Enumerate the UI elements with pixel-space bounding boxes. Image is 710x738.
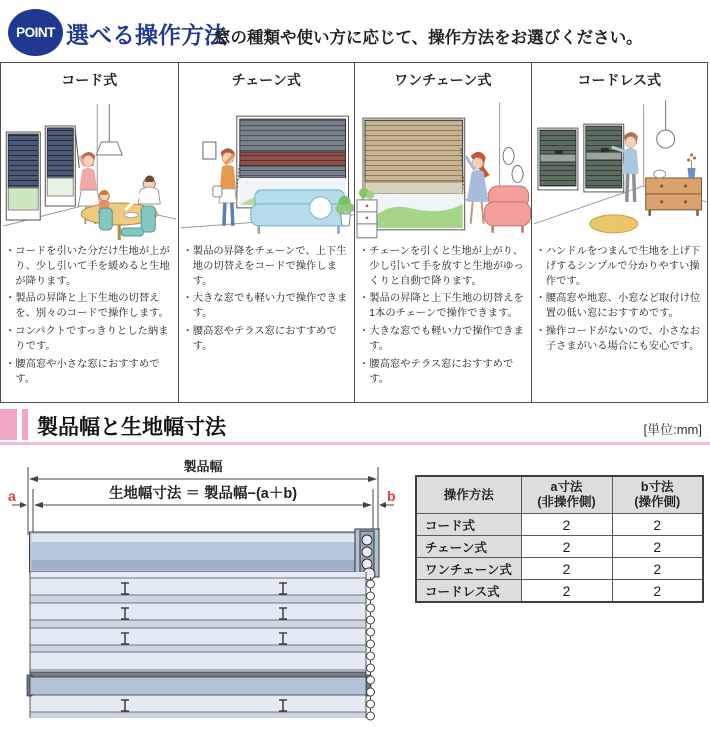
page-description: 窓の種類や使い方に応じて、操作方法をお選びください。 [214,29,643,47]
dimension-value-cell: 2 [612,536,703,558]
bullet-item: ・大きな窓でも軽い力で操作できます。 [359,326,524,352]
table-header-row [416,476,703,514]
bullet-item: ・ハンドルをつまんで生地を上げ下げするシンプルで分かりやすい操作です。 [535,246,701,287]
method-title: チェーン式 [231,72,301,88]
bullet-item: ・コードを引いた分だけ生地が上がり、少し引いて手を緩めると生地が降ります。 [5,246,170,287]
method-bullets [5,245,174,387]
method-title: ワンチェーン式 [394,72,492,88]
sofa-icon [250,190,348,234]
bullet-item: ・製品の昇降と上下生地の切替えを1本のチェーンで操作できます。 [359,293,524,320]
point-badge: POINT [8,9,63,56]
chain-type-illustration [179,90,355,243]
window-icon [6,132,40,220]
dimension-value-cell: 2 [521,514,612,536]
table-row [416,558,703,580]
bullet-item: ・腰高窓やテラス窓におすすめです。 [182,326,337,352]
dimensions-table [415,475,704,603]
pendant-lamp-icon [656,100,674,148]
bullet-item: ・製品の昇降をチェーンで、上下生地の切替えをコードで操作します。 [182,246,347,287]
middle-rail [27,672,371,696]
methods-box [0,62,708,403]
method-title: コードレス式 [577,72,662,88]
cordless-type-illustration [532,90,708,243]
gap-a-label: a [8,488,16,504]
unit-note: [単位:mm] [643,422,702,437]
bullet-item: ・製品の昇降と上下生地の切替えを、別々のコードで操作します。 [5,293,169,320]
method-column-cord [1,63,178,402]
pink-bar-decoration [22,409,28,440]
bullet-item: ・コンパクトですっきりとした納まりです。 [5,326,169,352]
product-width-label: 製品幅 [183,459,223,474]
header-b: b寸法 (操作側) [612,476,703,514]
window-icon [537,128,577,190]
child-figure [99,190,109,210]
method-column-onechain [354,63,531,402]
floor-cushion-icon [589,215,637,233]
window-icon [363,118,465,230]
method-title: コード式 [61,72,118,88]
bullet-item: ・大きな窓でも軽い力で操作できます。 [182,293,348,320]
dimension-diagram [0,445,412,738]
person-figure [212,148,236,226]
table-row [416,536,703,558]
section-heading [0,409,710,445]
page-title: 選べる操作方法 [66,22,227,48]
operation-chain [367,577,375,720]
method-name-cell: コードレス式 [416,580,521,603]
bullet-item: ・腰高窓や地窓、小窓など取付け位置の低い窓におすすめです。 [535,293,701,320]
window-icon [583,124,623,192]
method-bullets [536,245,704,355]
shade-product-drawing [27,529,379,720]
dimension-value-cell: 2 [612,580,703,603]
armchair-icon [485,186,531,233]
bullet-item: ・腰高窓や小さな窓におすすめです。 [5,358,160,385]
method-name-cell: チェーン式 [416,536,521,558]
person-figure [125,176,160,211]
bullet-item: ・操作コードがないので、小さなお子さまがいる場合にも安心です。 [535,326,701,352]
bullet-item: ・腰高窓やテラス窓におすすめです。 [359,358,514,385]
cord-type-illustration [1,90,178,243]
table-row [416,514,703,536]
method-column-cordless [531,63,708,402]
fabric-width-formula: 生地幅寸法 ＝ 製品幅−(a＋b) [108,486,298,502]
dimension-value-cell: 2 [521,536,612,558]
table-row [416,580,703,603]
chest-icon [645,154,701,216]
dimension-value-cell: 2 [612,514,703,536]
method-bullets [183,245,351,355]
header-method: 操作方法 [416,476,521,514]
method-bullets [359,245,527,387]
gap-b-label: b [387,488,396,504]
pink-bar-decoration [0,409,17,440]
method-column-chain [178,63,355,402]
header-a: a寸法 (非操作側) [521,476,612,514]
window-icon [45,126,75,206]
dimension-value-cell: 2 [612,558,703,580]
method-name-cell: コード式 [416,514,521,536]
method-name-cell: ワンチェーン式 [416,558,521,580]
section-title: 製品幅と生地幅寸法 [37,416,226,439]
onechain-type-illustration [355,90,531,243]
dimension-value-cell: 2 [521,558,612,580]
bullet-item: ・チェーンを引くと生地が上がり、少し引いて手を放すと生地がゆっくりと自動で降ります。 [359,246,524,287]
dimension-value-cell: 2 [521,580,612,603]
